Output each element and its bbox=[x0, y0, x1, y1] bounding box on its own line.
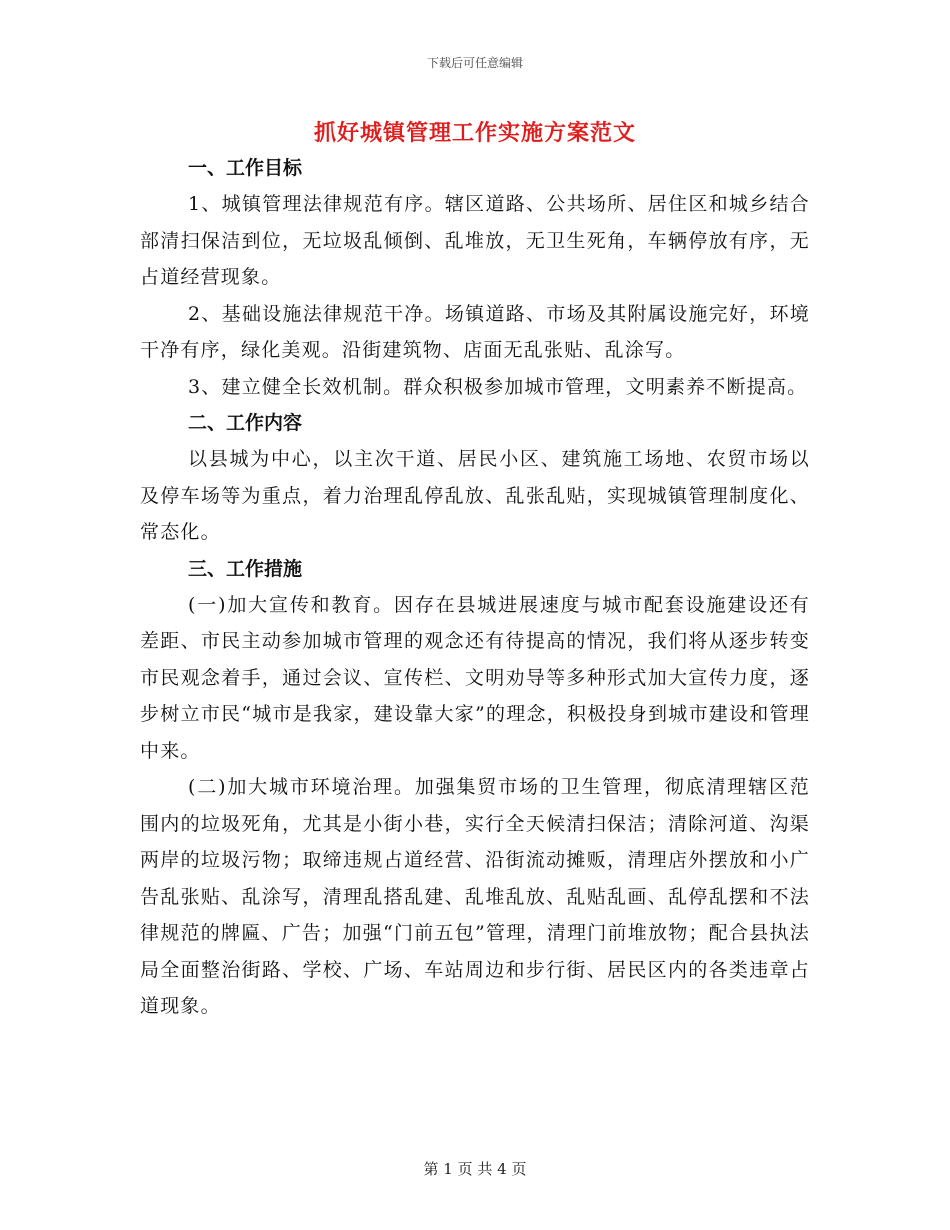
measure-paragraph-2: (二)加大城市环境治理。加强集贸市场的卫生管理，彻底清理辖区范围内的垃圾死角，尤其是小街小巷，实行全天候清扫保洁；清除河道、沟渠两岸的垃圾污物；取缔违规占道经营、沿街流动摊贩，清理店外摆放和小广告乱张贴、乱涂写，清理乱搭乱建、乱堆乱放、乱贴乱画、乱停乱摆和不法律规范的牌匾、广告；加强“门前五包”管理，清理门前堆放物；配合县执法局全面整治街路、学校、广场、车站周边和步行街、居民区内的各类违章占道现象。 bbox=[140, 776, 810, 1017]
section-heading-content: 二、工作内容 bbox=[188, 412, 303, 434]
goal-paragraph-2: 2、基础设施法律规范干净。场镇道路、市场及其附属设施完好，环境干净有序，绿化美观。沿街建筑物、店面无乱张贴、乱涂写。 bbox=[140, 302, 810, 361]
content-paragraph-1: 以县城为中心，以主次干道、居民小区、建筑施工场地、农贸市场以及停车场等为重点，着力治理乱停乱放、乱张乱贴，实现城镇管理制度化、常态化。 bbox=[140, 448, 810, 543]
page-number: 第 1 页 共 4 页 bbox=[423, 1160, 527, 1178]
section-heading-goals: 一、工作目标 bbox=[188, 157, 303, 179]
section-heading-measures: 三、工作措施 bbox=[188, 557, 303, 580]
goal-paragraph-1: 1、城镇管理法律规范有序。辖区道路、公共场所、居住区和城乡结合部清扫保洁到位，无垃圾乱倾倒、乱堆放，无卫生死角，车辆停放有序，无占道经营现象。 bbox=[140, 193, 810, 288]
document-title: 抓好城镇管理工作实施方案范文 bbox=[313, 120, 636, 146]
goal-paragraph-3: 3、建立健全长效机制。群众积极参加城市管理，文明素养不断提高。 bbox=[188, 375, 808, 398]
document-body bbox=[140, 150, 810, 1025]
measure-paragraph-1: (一)加大宣传和教育。因存在县城进展速度与城市配套设施建设还有差距、市民主动参加城市管理的观念还有待提高的情况，我们将从逐步转变市民观念着手，通过会议、宣传栏、文明劝导等多种形式加大宣传力度，逐步树立市民“城市是我家，建设靠大家”的理念，积极投身到城市建设和管理中来。 bbox=[140, 593, 810, 762]
page-header-note: 下载后可任意编辑 bbox=[426, 56, 523, 70]
